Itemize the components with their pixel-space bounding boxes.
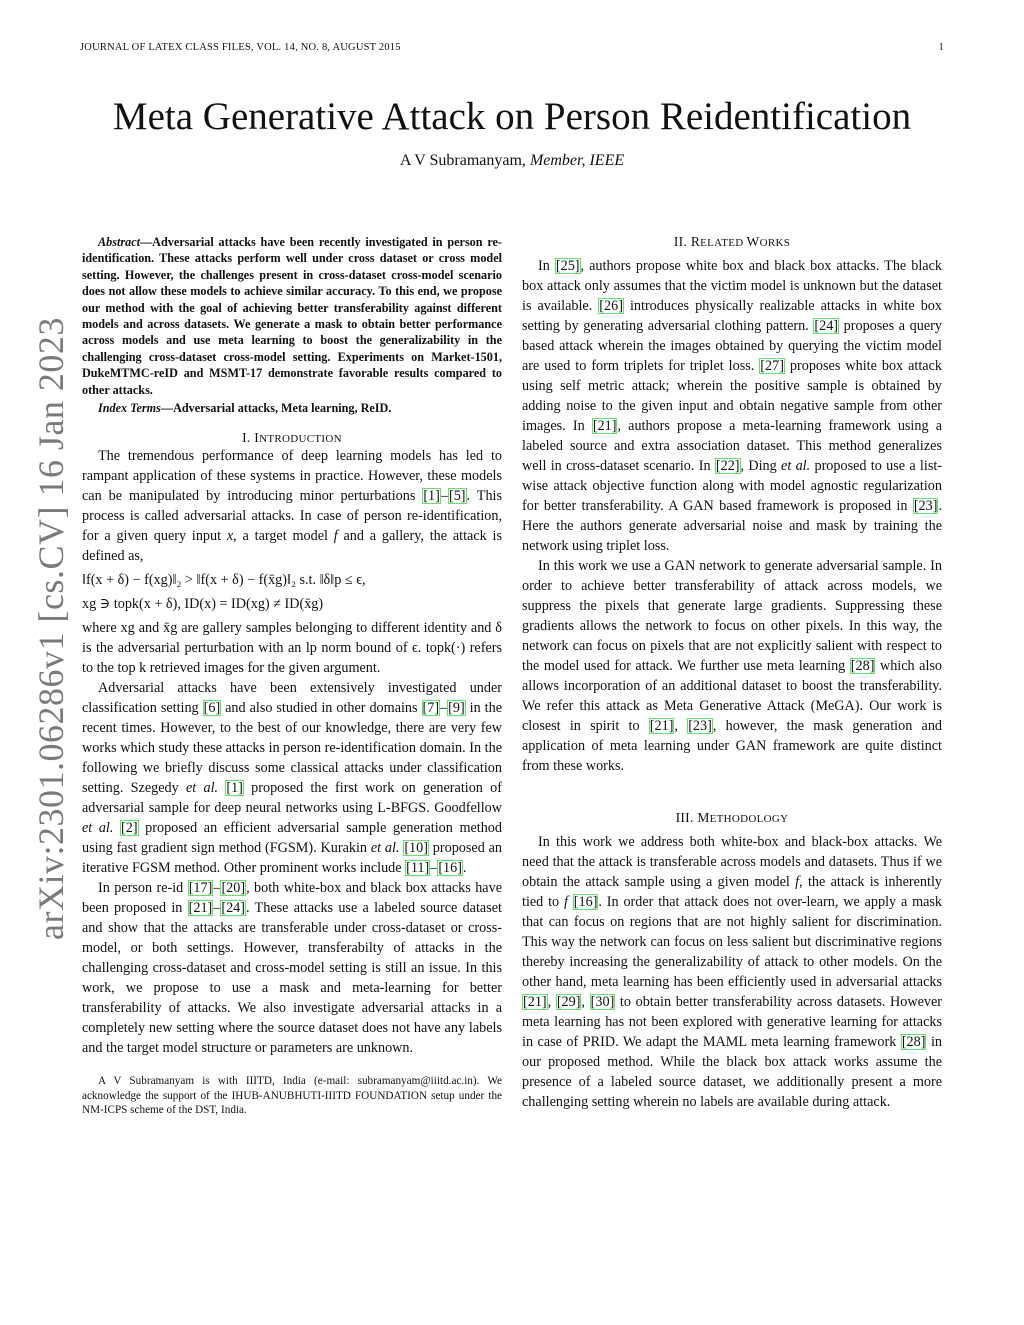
text-run: et al. <box>370 840 400 857</box>
text-run: et al. <box>185 780 219 797</box>
section-smallcaps: ETHODOLOGY <box>709 813 789 825</box>
citation-link[interactable]: [6] <box>203 700 221 717</box>
section-initial: I <box>254 430 260 446</box>
related-paragraph-1 <box>522 256 942 556</box>
citation-link[interactable]: [28] <box>850 658 875 674</box>
index-terms-text: —Adversarial attacks, Meta learning, ReID. <box>160 401 392 416</box>
text-run: and a gallery, the attack is defined as, <box>82 528 502 565</box>
text-run: proposed the first work on generation of adversarial sample for deep neural networks using L-BFGS. Goodfellow <box>82 780 502 817</box>
text-run: in the recent times. However, to the best of our knowledge, there are very few works which study these attacks in person re-identification domain. In the following we briefly discuss some classical attacks under classification setting. Szegedy <box>82 700 503 797</box>
equation-line-2: xg ∋ topk(x + δ), ID(x) = ID(xg) ≠ ID(x̄g) <box>82 596 324 613</box>
section-heading-introduction <box>82 430 502 446</box>
citation-link[interactable]: [1] <box>226 780 243 797</box>
text-run: in our proposed method. While the black box attack works assume the presence of a labeled source dataset, we additionally present a more challenging setting wherein no labels are available during attack. <box>522 1034 942 1110</box>
text-run: to obtain better transferability across datasets. However meta learning has not been explored with generative learning for attacks in case of PRID. We adapt the MAML meta learning framework <box>522 994 943 1050</box>
equation-line-1: ‖f(x + δ) − f(xg)‖₂ > ‖f(x + δ) − f(x̄g)‖₂ s.t. ‖δ‖p ≤ ϵ, <box>82 572 366 589</box>
intro-paragraph-2: where xg and x̄g are gallery samples belonging to different identity and δ is the adversarial perturbation with an lp norm bound of ϵ. topk(·) refers to the top k retrieved images for the given argument. <box>82 620 502 677</box>
attack-equation <box>82 568 502 616</box>
index-terms <box>82 400 502 416</box>
text-run: et al. <box>781 458 811 474</box>
running-header <box>80 42 944 53</box>
citation-link[interactable]: [16] <box>438 860 462 877</box>
text-run: proposed an iterative FGSM method. Other prominent works include <box>82 840 503 877</box>
text-run: . In order that attack does not over-learn, we apply a mask that can focus on regions that are not highly salient for discrimination. This way the network can focus on less salient but discriminative regions thereby increasing the generalizability of attack to other models. On the other hand, meta learning has been efficiently used in adversarial attacks <box>522 894 943 990</box>
citation-link[interactable]: [28] <box>901 1034 926 1050</box>
citation-link[interactable]: [10] <box>404 840 428 857</box>
related-paragraph-2 <box>522 556 942 776</box>
author-name: A V Subramanyam, <box>399 152 530 169</box>
citation-link[interactable]: [1] <box>423 488 440 505</box>
intro-paragraph-4 <box>82 878 502 1058</box>
citation-link[interactable]: [22] <box>715 458 740 474</box>
citation-link[interactable]: [25] <box>555 258 580 274</box>
citation-link[interactable]: [21] <box>592 418 617 434</box>
section-number: II. <box>673 234 691 249</box>
text-run: proposed an efficient adversarial sample generation method using fast gradient sign method (FGSM). Kurakin <box>82 820 502 857</box>
text-run: – <box>440 700 448 717</box>
text-run: , authors propose a meta-learning framework using a labeled source and extra association dataset. This method generalizes well in cross-dataset scenario. In <box>522 418 942 474</box>
text-run: , however, the mask generation and application of meta learning under GAN framework are quite distinct from these works. <box>522 718 943 774</box>
text-run: – <box>430 860 438 877</box>
text-run: , both white-box and black box attacks have been proposed in <box>82 880 502 917</box>
text-run: introduces physically realizable attacks in white box setting by generating adversarial clothing pattern. <box>522 298 942 334</box>
text-run: , <box>674 718 688 734</box>
section-smallcaps: NTRODUCTION <box>259 433 342 446</box>
left-column <box>82 234 502 1118</box>
citation-link[interactable]: [16] <box>573 894 598 910</box>
section-smallcaps: ORKS <box>759 237 791 249</box>
text-run: In this work we address both white-box and black-box attacks. We need that the attack is transferable across models and datasets. Thus if we obtain the attack sample using a given model <box>522 834 942 890</box>
citation-link[interactable]: [20] <box>221 880 246 897</box>
text-run: et al. <box>82 820 114 837</box>
text-run: proposes a query based attack wherein the images obtained by querying the victim model are used to form triplets for triplet loss. <box>522 318 942 374</box>
citation-link[interactable]: [17] <box>188 880 213 897</box>
right-column <box>522 234 942 1112</box>
text-run: , a target model <box>233 528 334 545</box>
math-symbol: f <box>333 528 338 545</box>
method-paragraph-1 <box>522 832 942 1112</box>
section-number: I. <box>242 430 255 446</box>
text-run: , Ding <box>740 458 782 474</box>
section-initial: M <box>697 810 710 825</box>
citation-link[interactable]: [11] <box>406 860 430 877</box>
index-terms-label: Index Terms <box>98 401 161 416</box>
citation-link[interactable]: [24] <box>221 900 245 917</box>
text-run: . These attacks use a labeled source dataset and show that the attacks are transferable under cross-dataset or cross-model, or both settings. However, transferabilty of attacks in the challenging cross-dataset and cross-model setting is still an issue. In this work, we propose to use a mask and meta-learning for better transferability of attacks. We also investigate adversarial attacks in a completely new setting where the source dataset does not have any labels and the target model structure or parameters are unknown. <box>82 900 502 1057</box>
text-run: , <box>547 994 556 1010</box>
text-run: – <box>213 880 221 897</box>
citation-link[interactable]: [27] <box>760 358 784 374</box>
citation-link[interactable]: [9] <box>448 700 465 717</box>
text-run: . Here the authors generate adversarial noise and mask by training the network using triplet loss. <box>522 498 942 554</box>
page-number: 1 <box>938 42 944 53</box>
section-heading-methodology <box>522 810 942 826</box>
intro-paragraph-3 <box>82 678 502 878</box>
citation-link[interactable]: [21] <box>188 900 213 917</box>
text-run: – <box>213 900 221 917</box>
citation-link[interactable]: [21] <box>649 718 674 734</box>
abstract <box>82 234 502 398</box>
arxiv-identifier: arXiv:2301.06286v1 [cs.CV] 16 Jan 2023 <box>31 317 71 940</box>
abstract-text: —Adversarial attacks have been recently investigated in person re-identification. These attacks perform well under cross dataset or cross model setting. However, the challenges present in cross-dataset cross-model scenario does not allow these models to achieve similar accuracy. To this end, we propose our method with the goal of achieving better transferability against different models and across datasets. We generate a mask to obtain better performance across models and use meta learning to boost the generalizability in the challenging cross-dataset cross-model setting. Experiments on Market-1501, DukeMTMC-reID and MSMT-17 demonstrate favorable results compared to other attacks. <box>82 235 502 397</box>
text-run: , authors propose white box and black box attacks. The black box attack only assumes that the victim model is unknown but the dataset is available. <box>522 258 942 314</box>
section-number: III. <box>675 810 698 825</box>
text-run: proposes white box attack using self metric attack; wherein the positive sample is obtained by adding noise to the given input and obtain negative sample from other images. In <box>522 358 942 434</box>
section-heading-related-works <box>522 234 942 250</box>
citation-link[interactable]: [29] <box>556 994 581 1010</box>
citation-link[interactable]: [26] <box>599 298 623 314</box>
section-smallcaps: ELATED <box>700 237 747 249</box>
abstract-label: Abstract <box>98 235 140 249</box>
text-run: . <box>462 860 467 877</box>
intro-paragraph-1 <box>82 446 502 566</box>
text-run: . This process is called adversarial attacks. In case of person re-identification, for a given query input <box>82 488 502 545</box>
text-run: In <box>538 258 555 274</box>
text-run: – <box>440 488 448 505</box>
math-symbol: f <box>795 874 800 890</box>
math-symbol: f <box>563 894 568 910</box>
citation-link[interactable]: [23] <box>688 718 712 734</box>
text-run: , the attack is inherently tied to <box>522 874 943 910</box>
citation-link[interactable]: [21] <box>523 994 547 1010</box>
author-affiliation: Member, IEEE <box>529 152 625 169</box>
citation-link[interactable]: [5] <box>448 488 466 505</box>
text-run: proposed to use a list-wise attack objective function along with model agnostic regularization for better transferability. A GAN based framework is proposed in <box>522 458 943 514</box>
text-run: and also studied in other domains <box>221 700 422 717</box>
citation-link[interactable]: [2] <box>121 820 138 837</box>
citation-link[interactable]: [24] <box>814 318 839 334</box>
text-run: Adversarial attacks have been extensively investigated under classification setting <box>82 680 502 717</box>
citation-link[interactable]: [30] <box>590 994 615 1010</box>
section-initial: R <box>690 234 701 249</box>
math-symbol: x <box>226 528 234 545</box>
footnote: A V Subramanyam is with IIITD, India (e-mail: subramanyam@iiitd.ac.in). We acknowledge the support of the IHUB-ANUBHUTI-IIITD FOUNDATION setup under the NM-ICPS scheme of the DST, India. <box>82 1075 502 1117</box>
text-run: In person re-id <box>98 880 188 897</box>
paper-title: Meta Generative Attack on Person Reidentification <box>112 95 912 138</box>
citation-link[interactable]: [7] <box>422 700 440 717</box>
citation-link[interactable]: [23] <box>913 498 938 514</box>
author-line <box>40 152 984 170</box>
text-run: The tremendous performance of deep learning models has led to rampant application of these systems in practice. However, these models can be manipulated by introducing minor perturbations <box>82 448 502 505</box>
journal-line: JOURNAL OF LATEX CLASS FILES, VOL. 14, NO. 8, AUGUST 2015 <box>80 42 401 53</box>
section-initial: W <box>746 234 760 249</box>
text-run: , <box>581 994 590 1010</box>
text-run: In this work we use a GAN network to generate adversarial sample. In order to achieve better transferability of attack across models, we suppress the pixels that generate large gradients. Suppressing these gradients allows the network to focus on other pixels. In this way, the network can focus on pixels that are not explicitly salient with respect to the model used for attack. We further use meta learning <box>522 558 942 674</box>
text-run: which also allows incorporation of an additional dataset to boost the transferability. We refer this attack as Meta Generative Attack (MeGA). Our work is closest in spirit to <box>522 658 942 734</box>
